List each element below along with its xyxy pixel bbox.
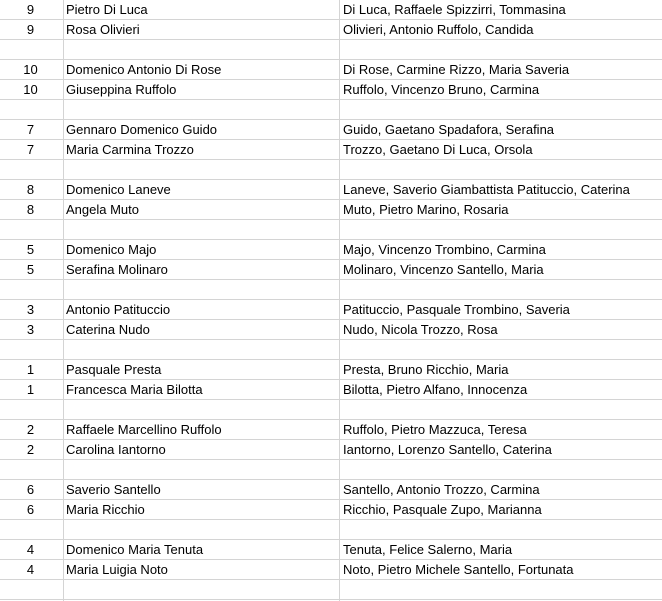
table-row-empty [0, 100, 662, 120]
cell-name[interactable]: Caterina Nudo [66, 322, 150, 337]
table-row [0, 60, 662, 80]
cell-number[interactable]: 7 [26, 122, 35, 137]
cell-number[interactable]: 8 [26, 202, 35, 217]
cell-number[interactable]: 2 [26, 442, 35, 457]
cell-number[interactable]: 9 [26, 22, 35, 37]
cell-number[interactable]: 4 [26, 542, 35, 557]
cell-parents[interactable]: Muto, Pietro Marino, Rosaria [343, 202, 509, 217]
table-row [0, 560, 662, 580]
table-row [0, 240, 662, 260]
cell-parents[interactable] [339, 520, 662, 539]
cell-parents[interactable]: Ruffolo, Vincenzo Bruno, Carmina [343, 82, 540, 97]
cell-name[interactable]: Carolina Iantorno [66, 442, 166, 457]
table-row [0, 140, 662, 160]
cell-name[interactable] [63, 40, 339, 59]
cell-name[interactable]: Domenico Maria Tenuta [66, 542, 204, 557]
cell-number[interactable]: 10 [23, 62, 38, 77]
table-row [0, 540, 662, 560]
cell-name[interactable]: Gennaro Domenico Guido [66, 122, 218, 137]
cell-parents[interactable]: Molinaro, Vincenzo Santello, Maria [343, 262, 544, 277]
cell-name[interactable]: Domenico Laneve [66, 182, 171, 197]
cell-parents[interactable]: Nudo, Nicola Trozzo, Rosa [343, 322, 498, 337]
cell-parents[interactable] [339, 580, 662, 599]
cell-name[interactable]: Raffaele Marcellino Ruffolo [66, 422, 222, 437]
cell-number[interactable]: 1 [26, 382, 35, 397]
table-row [0, 320, 662, 340]
cell-number[interactable]: 1 [26, 362, 35, 377]
cell-number[interactable]: 6 [26, 482, 35, 497]
table-row [0, 440, 662, 460]
cell-number[interactable]: 3 [26, 322, 35, 337]
cell-number[interactable]: 5 [26, 262, 35, 277]
table-row-empty [0, 460, 662, 480]
cell-number[interactable] [0, 460, 63, 479]
cell-name[interactable]: Maria Luigia Noto [66, 562, 168, 577]
table-row-empty [0, 400, 662, 420]
cell-name[interactable]: Francesca Maria Bilotta [66, 382, 203, 397]
cell-parents[interactable]: Laneve, Saverio Giambattista Patituccio, Caterina [343, 182, 630, 197]
cell-name[interactable] [63, 460, 339, 479]
cell-number[interactable] [0, 40, 63, 59]
cell-number[interactable] [0, 580, 63, 599]
cell-name[interactable]: Serafina Molinaro [66, 262, 168, 277]
table-row-empty [0, 580, 662, 600]
table-row [0, 360, 662, 380]
table-row [0, 260, 662, 280]
cell-parents[interactable]: Bilotta, Pietro Alfano, Innocenza [343, 382, 528, 397]
cell-name[interactable] [63, 220, 339, 239]
cell-name[interactable]: Pasquale Presta [66, 362, 162, 377]
cell-name[interactable]: Domenico Antonio Di Rose [66, 62, 222, 77]
cell-parents[interactable]: Di Luca, Raffaele Spizzirri, Tommasina [343, 2, 566, 17]
cell-number[interactable] [0, 340, 63, 359]
cell-number[interactable] [0, 160, 63, 179]
cell-parents[interactable]: Olivieri, Antonio Ruffolo, Candida [343, 22, 534, 37]
cell-number[interactable]: 2 [26, 422, 35, 437]
cell-name[interactable] [63, 580, 339, 599]
cell-name[interactable] [63, 160, 339, 179]
table-row [0, 0, 662, 20]
cell-name[interactable]: Maria Ricchio [66, 502, 145, 517]
cell-name[interactable] [63, 100, 339, 119]
cell-parents[interactable]: Noto, Pietro Michele Santello, Fortunata [343, 562, 574, 577]
cell-parents[interactable] [339, 400, 662, 419]
cell-name[interactable]: Giuseppina Ruffolo [66, 82, 177, 97]
cell-name[interactable] [63, 520, 339, 539]
cell-parents[interactable]: Trozzo, Gaetano Di Luca, Orsola [343, 142, 533, 157]
table-row [0, 480, 662, 500]
cell-number[interactable]: 3 [26, 302, 35, 317]
cell-parents[interactable]: Ruffolo, Pietro Mazzuca, Teresa [343, 422, 527, 437]
cell-parents[interactable]: Di Rose, Carmine Rizzo, Maria Saveria [343, 62, 570, 77]
cell-parents[interactable] [339, 160, 662, 179]
cell-parents[interactable]: Patituccio, Pasquale Trombino, Saveria [343, 302, 570, 317]
cell-parents[interactable] [339, 460, 662, 479]
cell-name[interactable]: Rosa Olivieri [66, 22, 140, 37]
column-divider-a-b [63, 0, 64, 601]
cell-parents[interactable] [339, 100, 662, 119]
cell-number[interactable]: 7 [26, 142, 35, 157]
cell-parents[interactable] [339, 280, 662, 299]
table-row [0, 120, 662, 140]
cell-number[interactable] [0, 100, 63, 119]
table-row-empty [0, 160, 662, 180]
cell-number[interactable]: 6 [26, 502, 35, 517]
cell-number[interactable]: 8 [26, 182, 35, 197]
cell-number[interactable]: 9 [26, 2, 35, 17]
table-row [0, 300, 662, 320]
table-row [0, 420, 662, 440]
cell-number[interactable] [0, 520, 63, 539]
cell-parents[interactable]: Presta, Bruno Ricchio, Maria [343, 362, 509, 377]
table-row-empty [0, 280, 662, 300]
table-row-empty [0, 220, 662, 240]
cell-parents[interactable]: Guido, Gaetano Spadafora, Serafina [343, 122, 555, 137]
table-row-empty [0, 40, 662, 60]
cell-name[interactable] [63, 280, 339, 299]
cell-number[interactable] [0, 220, 63, 239]
cell-name[interactable]: Domenico Majo [66, 242, 157, 257]
cell-number[interactable]: 5 [26, 242, 35, 257]
cell-parents[interactable] [339, 220, 662, 239]
table-row-empty [0, 520, 662, 540]
table-row-empty [0, 340, 662, 360]
table-row [0, 20, 662, 40]
cell-parents[interactable] [339, 340, 662, 359]
cell-name[interactable] [63, 340, 339, 359]
cell-number[interactable] [0, 400, 63, 419]
column-divider-b-c [339, 0, 340, 601]
cell-parents[interactable]: Majo, Vincenzo Trombino, Carmina [343, 242, 546, 257]
table-row [0, 80, 662, 100]
cell-name[interactable]: Maria Carmina Trozzo [66, 142, 194, 157]
cell-name[interactable]: Saverio Santello [66, 482, 161, 497]
cell-name[interactable]: Pietro Di Luca [66, 2, 148, 17]
table-row [0, 200, 662, 220]
cell-number[interactable] [0, 280, 63, 299]
cell-parents[interactable]: Ricchio, Pasquale Zupo, Marianna [343, 502, 542, 517]
table-row [0, 380, 662, 400]
cell-parents[interactable] [339, 40, 662, 59]
cell-name[interactable]: Angela Muto [66, 202, 139, 217]
cell-number[interactable]: 4 [26, 562, 35, 577]
cell-name[interactable] [63, 400, 339, 419]
cell-parents[interactable]: Santello, Antonio Trozzo, Carmina [343, 482, 540, 497]
cell-parents[interactable]: Tenuta, Felice Salerno, Maria [343, 542, 513, 557]
cell-number[interactable]: 10 [23, 82, 38, 97]
cell-name[interactable]: Antonio Patituccio [66, 302, 171, 317]
table-row [0, 180, 662, 200]
table-row [0, 500, 662, 520]
cell-parents[interactable]: Iantorno, Lorenzo Santello, Caterina [343, 442, 552, 457]
